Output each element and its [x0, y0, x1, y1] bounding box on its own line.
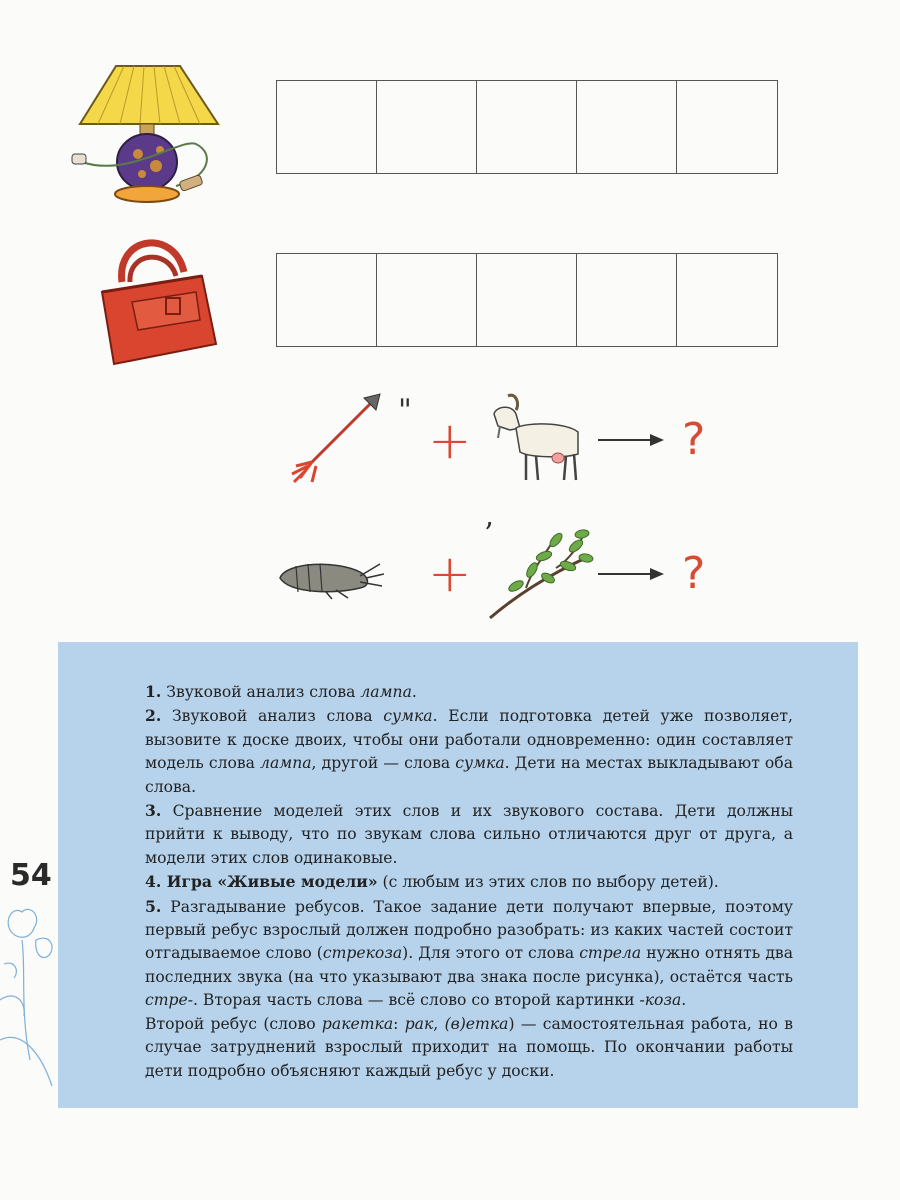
text-run: Второй ребус (слово: [145, 1014, 322, 1033]
item-number: 5.: [145, 896, 162, 916]
text-run: ) — самостоятельная работа, но в случае затруднений взрослый приходит на помощь. По окончании работы дети подробно объясняют каждый ребус у доски.: [145, 1014, 794, 1080]
lamp-icon: [68, 58, 228, 206]
text-run: Звуковой анализ слова: [161, 683, 361, 701]
text-run: ). Для этого от слова: [402, 944, 580, 963]
text-run: (с любым из этих слов по выбору детей).: [377, 873, 719, 892]
word-italic: сумка: [455, 754, 505, 773]
word-italic: стре-: [145, 991, 193, 1010]
instruction-1: [145, 680, 793, 704]
arrow-icon: [288, 392, 384, 484]
sound-cell: [677, 254, 777, 346]
rebus-mark-2: ’: [484, 517, 494, 552]
text-run: . Дети на местах выкладывают оба слова.: [145, 754, 793, 796]
text-run: нужно отнять два последних звука (на что указывают два знака после рисунка), остаётся часть: [145, 944, 793, 986]
sound-cell: [477, 81, 577, 173]
item-number: 3.: [145, 801, 162, 821]
word-italic: рак: [404, 1014, 434, 1033]
plus-sign-1: +: [428, 411, 472, 471]
right-arrow-icon: [598, 566, 664, 582]
text-run: Сравнение моделей этих слов и их звукового состава. Дети должны прийти к выводу, что по звукам слова сильно отличаются друг от друга, а модели этих слов одинаковые.: [145, 802, 793, 867]
sound-cell: [377, 81, 477, 173]
item-number: 2.: [145, 706, 162, 726]
text-run: . Если подготовка детей уже позволяет, вызовите к доске двоих, чтобы они работали одновременно: один составляет модель слова: [145, 707, 793, 773]
instruction-6: [145, 1013, 793, 1083]
instruction-5: [145, 895, 793, 1013]
text-run: .: [681, 991, 687, 1010]
sound-model-row-2: [276, 253, 778, 347]
text-run: Звуковой анализ слова: [161, 707, 384, 726]
flower-decoration-icon: [0, 900, 60, 1090]
item-number: 4.: [145, 872, 162, 892]
instruction-3: [145, 799, 793, 870]
word-italic: лампа: [360, 683, 412, 701]
page-number: 54: [10, 858, 52, 893]
sound-cell: [577, 254, 677, 346]
handbag-icon: [92, 232, 222, 372]
game-title: Игра «Живые модели»: [161, 872, 378, 892]
word-italic: сумка: [383, 707, 433, 726]
word-italic: (в)етка: [444, 1014, 509, 1033]
instructions-text: [145, 680, 793, 1083]
word-italic: ракетка: [321, 1014, 394, 1033]
sound-cell: [377, 254, 477, 346]
word-italic: лампа: [260, 754, 312, 773]
word-italic: -коза: [639, 991, 682, 1010]
rebus-mark-1: ": [398, 393, 412, 428]
text-run: Разгадывание ребусов. Такое задание дети получают впервые, поэтому первый ребус взрослый должен подробно разобрать: из каких частей состоит отгадываемое слово (: [145, 897, 793, 963]
sound-cell: [677, 81, 777, 173]
right-arrow-icon: [598, 432, 664, 448]
sound-cell: [577, 81, 677, 173]
plus-sign-2: +: [428, 544, 472, 604]
item-number: 1.: [145, 682, 162, 701]
sound-model-row-1: [276, 80, 778, 174]
question-mark-2: ?: [682, 548, 706, 599]
text-run: , другой — слова: [311, 754, 456, 773]
sound-cell: [477, 254, 577, 346]
sound-cell: [277, 254, 377, 346]
text-run: . Вторая часть слова — всё слово со второй картинки: [193, 991, 640, 1010]
text-run: ,: [433, 1014, 445, 1033]
question-mark-1: ?: [682, 414, 706, 465]
instruction-2: [145, 704, 793, 799]
crayfish-icon: [276, 552, 386, 600]
text-run: :: [393, 1014, 405, 1033]
text-run: .: [411, 683, 417, 701]
word-italic: стрекоза: [322, 944, 403, 963]
branch-icon: [486, 526, 596, 622]
word-italic: стрела: [579, 944, 642, 963]
instruction-4: [145, 870, 793, 894]
sound-cell: [277, 81, 377, 173]
goat-icon: [486, 392, 586, 484]
